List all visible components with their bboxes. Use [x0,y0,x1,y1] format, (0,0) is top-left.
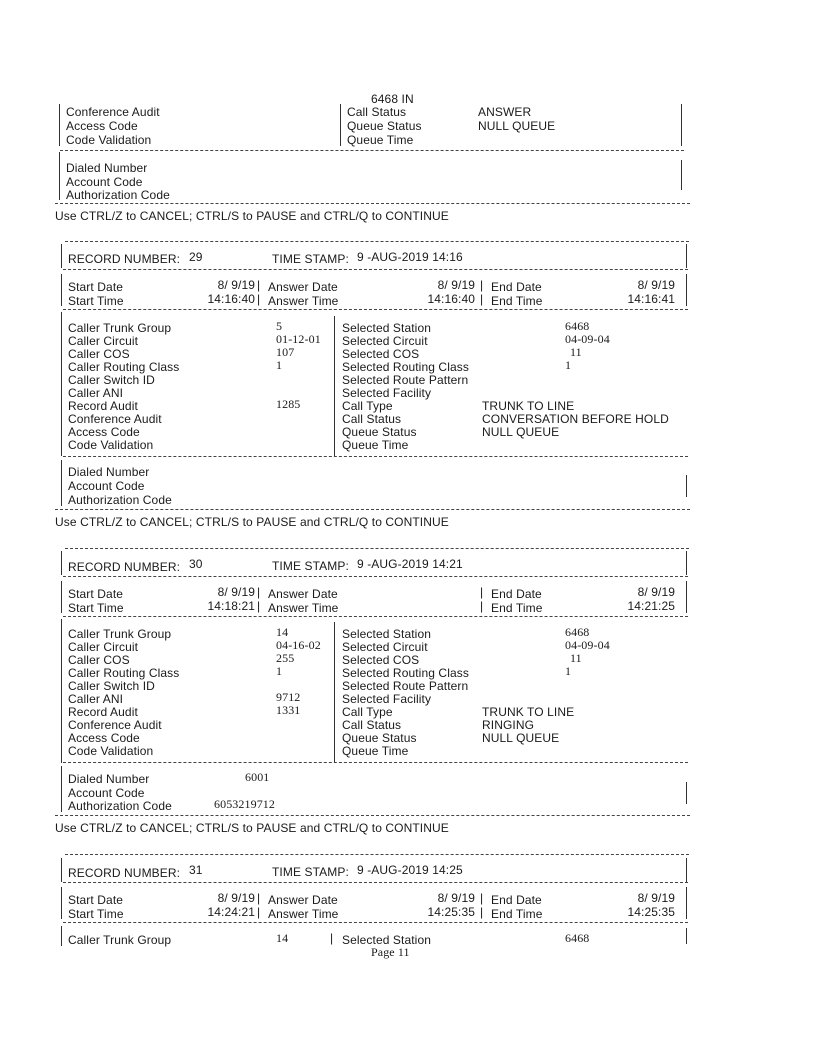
box-border [61,887,62,919]
selected-field-value: 6468 [565,931,590,945]
dialed-number-value: 6001 [245,770,270,784]
selected-field-label: Queue Status [342,731,417,745]
separator [63,922,688,923]
end-time-value: 14:16:41 [627,292,675,306]
caller-field-label: Conference Audit [68,718,162,732]
record-number-label: RECORD NUMBER: [68,560,181,574]
selected-field-label: Selected Circuit [342,334,428,348]
time-stamp-label: TIME STAMP: [272,252,349,266]
separator [63,616,688,617]
box-border [686,928,687,944]
start-date-value: 8/ 9/19 [217,891,255,905]
box-border [61,619,62,763]
box-border [59,104,60,146]
dial-field-label: Dialed Number [68,772,150,786]
caller-field-label: Caller Switch ID [68,373,155,387]
value-call-status: ANSWER [478,105,532,119]
caller-field-value: 1331 [276,703,301,717]
box-border [686,475,687,497]
selected-field-value: 6468 [565,319,590,333]
start-date-value: 8/ 9/19 [217,278,255,292]
caller-field-value: 107 [276,345,295,359]
label-dialed-number: Dialed Number [66,161,148,175]
caller-field-label: Record Audit [68,705,138,719]
caller-field-label: Caller ANI [68,386,124,400]
separator [63,882,688,883]
box-border [686,274,687,306]
end-date-label: End Date [491,893,542,907]
divider-char: | [257,891,261,905]
caller-field-label: Access Code [68,425,140,439]
caller-field-label: Code Validation [68,744,154,758]
start-time-label: Start Time [68,601,124,615]
separator [63,309,688,310]
box-border [61,926,62,946]
box-border [61,244,62,268]
label-code-validation: Code Validation [66,133,152,147]
time-stamp-value: 9 -AUG-2019 14:25 [357,863,463,877]
time-stamp-label: TIME STAMP: [272,865,349,879]
answer-time-label: Answer Time [268,294,339,308]
caller-field-value: 14 [276,625,289,639]
label-queue-time: Queue Time [347,133,414,147]
divider-char: | [480,278,484,292]
start-date-label: Start Date [68,893,124,907]
selected-field-label: Selected COS [342,347,420,361]
separator [63,576,688,577]
selected-field-label: Selected Station [342,933,431,947]
selected-field-value: 11 [570,345,582,359]
start-time-value: 14:16:40 [207,292,255,306]
caller-field-value: 1 [276,358,283,372]
start-date-value: 8/ 9/19 [217,585,255,599]
console-prompt: Use CTRL/Z to CANCEL; CTRL/S to PAUSE and CTRL/Q to CONTINUE [55,821,449,835]
label-access-code: Access Code [66,119,138,133]
selected-field-label: Queue Time [342,744,409,758]
selected-field-label: Selected Route Pattern [342,679,469,693]
caller-field-value: 1 [276,664,283,678]
start-time-value: 14:18:21 [207,599,255,613]
caller-field-label: Caller COS [68,347,130,361]
time-stamp-value: 9 -AUG-2019 14:21 [357,557,463,571]
column-divider [334,316,335,456]
caller-field-label: Code Validation [68,438,154,452]
column-divider [334,622,335,763]
caller-field-label: Caller Circuit [68,334,139,348]
caller-field-value: 04-16-02 [276,638,321,652]
answer-date-label: Answer Date [268,280,338,294]
end-date-value: 8/ 9/19 [637,585,675,599]
time-stamp-value: 9 -AUG-2019 14:16 [357,250,463,264]
selected-field-value: 11 [570,651,582,665]
dial-field-label: Authorization Code [68,799,172,813]
box-border [681,160,682,190]
answer-date-value: 8/ 9/19 [437,891,475,905]
box-border [686,551,687,575]
separator [55,509,690,510]
end-time-value: 14:25:35 [627,905,675,919]
record-number-label: RECORD NUMBER: [68,866,181,880]
selected-field-value: TRUNK TO LINE [482,705,575,719]
box-border [61,312,62,456]
end-time-label: End Time [491,601,543,615]
dial-field-label: Dialed Number [68,465,150,479]
start-date-label: Start Date [68,587,124,601]
caller-field-label: Caller ANI [68,692,124,706]
box-border [61,551,62,575]
start-time-label: Start Time [68,294,124,308]
selected-field-value: 1 [565,664,572,678]
divider-char: | [480,585,484,599]
box-border [686,887,687,919]
selected-field-label: Call Type [342,399,393,413]
divider-char: | [257,905,261,919]
divider-char: | [257,278,261,292]
label-queue-status: Queue Status [347,119,422,133]
box-border [61,581,62,613]
caller-field-label: Caller Switch ID [68,679,155,693]
divider-char: | [480,599,484,613]
divider-char: | [257,292,261,306]
end-time-label: End Time [491,294,543,308]
console-prompt: Use CTRL/Z to CANCEL; CTRL/S to PAUSE and CTRL/Q to CONTINUE [55,515,449,529]
caller-field-label: Caller Trunk Group [68,627,172,641]
answer-date-value: 8/ 9/19 [437,278,475,292]
selected-field-label: Selected Route Pattern [342,373,469,387]
caller-field-value: 01-12-01 [276,332,321,346]
selected-field-label: Selected Station [342,321,431,335]
caller-field-label: Caller Trunk Group [68,321,172,335]
label-account-code: Account Code [66,175,143,189]
selected-field-label: Selected Station [342,627,431,641]
separator [63,269,688,270]
dial-field-label: Authorization Code [68,493,172,507]
top-ext-line: 6468 IN [371,92,414,106]
divider-char: | [480,891,484,905]
box-border [61,460,62,506]
divider-char: | [257,599,261,613]
time-stamp-label: TIME STAMP: [272,559,349,573]
record-number-value: 29 [189,250,203,264]
authorization-code-value: 6053219712 [214,797,275,811]
caller-field-label: Caller Circuit [68,640,139,654]
caller-field-value: 5 [276,319,283,333]
selected-field-label: Call Type [342,705,393,719]
caller-field-label: Access Code [68,731,140,745]
selected-field-value: RINGING [482,718,535,732]
selected-field-value: NULL QUEUE [482,425,560,439]
box-border [61,766,62,812]
record-number-value: 31 [189,863,203,877]
console-prompt: Use CTRL/Z to CANCEL; CTRL/S to PAUSE and CTRL/Q to CONTINUE [55,209,449,223]
caller-field-label: Caller Routing Class [68,666,180,680]
selected-field-label: Call Status [342,718,402,732]
selected-field-label: Call Status [342,412,402,426]
answer-date-label: Answer Date [268,893,338,907]
divider-char: | [257,585,261,599]
start-time-value: 14:24:21 [207,905,255,919]
column-divider [340,104,341,146]
box-border [686,782,687,804]
selected-field-value: 04-09-04 [565,638,610,652]
separator [55,815,690,816]
box-border [686,581,687,613]
caller-field-label: Caller COS [68,653,130,667]
answer-time-label: Answer Time [268,601,339,615]
selected-field-value: NULL QUEUE [482,731,560,745]
selected-field-label: Queue Time [342,438,409,452]
caller-field-label: Caller Trunk Group [68,933,172,947]
separator [55,203,690,204]
caller-field-value: 9712 [276,690,301,704]
separator [63,456,688,457]
selected-field-value: 04-09-04 [565,332,610,346]
answer-date-label: Answer Date [268,587,338,601]
divider-char: | [480,292,484,306]
selected-field-value: CONVERSATION BEFORE HOLD [482,412,669,426]
box-border [59,152,60,200]
selected-field-label: Selected Facility [342,692,432,706]
caller-field-value: 14 [276,931,289,945]
selected-field-value: 1 [565,358,572,372]
caller-field-value: 255 [276,651,295,665]
caller-field-value: 1285 [276,397,301,411]
dial-field-label: Account Code [68,479,145,493]
end-time-label: End Time [491,907,543,921]
start-time-label: Start Time [68,907,124,921]
value-queue-status: NULL QUEUE [478,119,556,133]
end-date-label: End Date [491,280,542,294]
separator [65,241,689,242]
separator [65,854,689,855]
record-number-value: 30 [189,557,203,571]
end-date-label: End Date [491,587,542,601]
caller-field-label: Caller Routing Class [68,360,180,374]
selected-field-value: 6468 [565,625,590,639]
answer-time-value: 14:16:40 [427,292,475,306]
separator [65,548,689,549]
divider-char: | [480,905,484,919]
label-conference-audit: Conference Audit [66,105,160,119]
answer-time-value: 14:25:35 [427,905,475,919]
label-call-status: Call Status [347,105,407,119]
box-border [681,104,682,146]
dial-field-label: Account Code [68,786,145,800]
label-authorization-code: Authorization Code [66,188,170,202]
end-date-value: 8/ 9/19 [637,278,675,292]
box-border [61,858,62,882]
selected-field-label: Selected COS [342,653,420,667]
selected-field-label: Selected Facility [342,386,432,400]
start-date-label: Start Date [68,280,124,294]
record-number-label: RECORD NUMBER: [68,252,181,266]
selected-field-label: Queue Status [342,425,417,439]
caller-field-label: Record Audit [68,399,138,413]
divider-char: | [330,931,334,945]
separator [63,762,688,763]
end-time-value: 14:21:25 [627,599,675,613]
box-border [686,858,687,882]
box-border [61,274,62,306]
selected-field-label: Selected Circuit [342,640,428,654]
selected-field-label: Selected Routing Class [342,360,469,374]
selected-field-label: Selected Routing Class [342,666,469,680]
separator [60,150,684,151]
box-border [686,244,687,268]
answer-time-label: Answer Time [268,907,339,921]
selected-field-value: TRUNK TO LINE [482,399,575,413]
page-number: Page 11 [371,945,410,959]
caller-field-label: Conference Audit [68,412,162,426]
end-date-value: 8/ 9/19 [637,891,675,905]
